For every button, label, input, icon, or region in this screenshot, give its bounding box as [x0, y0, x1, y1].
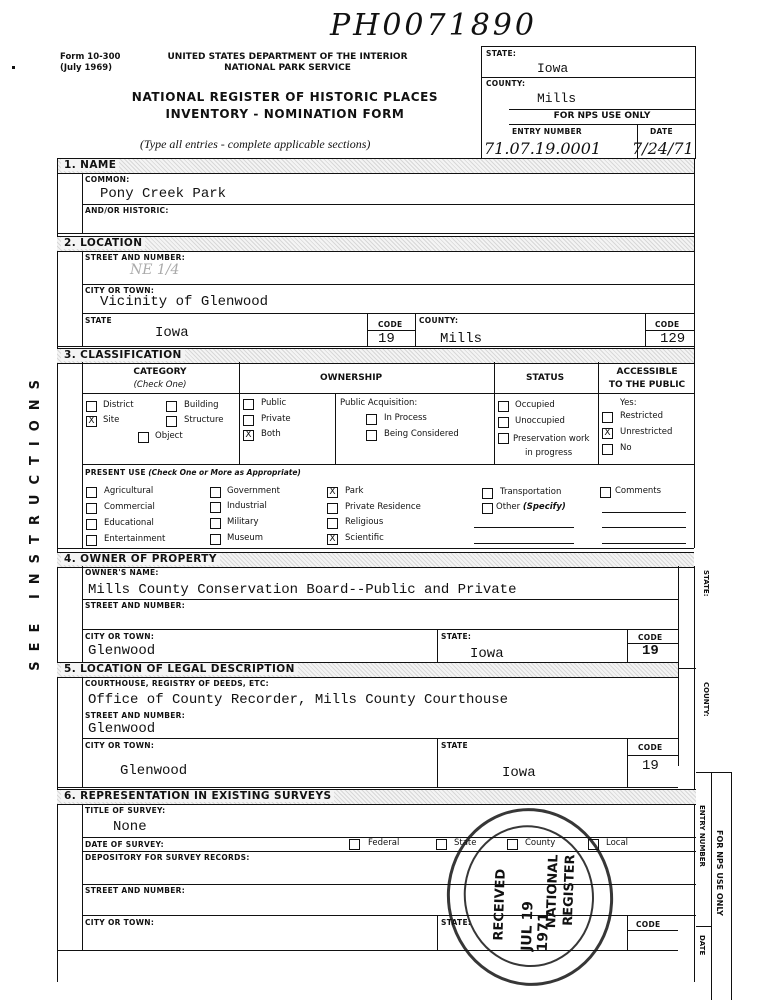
header-state-label: STATE:	[486, 49, 517, 58]
occupied-label: Occupied	[515, 400, 555, 410]
right-entry-number-label: ENTRY NUMBER	[698, 805, 706, 867]
section-4-title: 4. OWNER OF PROPERTY	[61, 553, 220, 565]
county-code-label: CODE	[655, 320, 680, 329]
federal-label: Federal	[368, 838, 400, 848]
museum-label: Museum	[227, 533, 264, 543]
other-label	[496, 502, 566, 512]
legal-city-value: Glenwood	[120, 763, 188, 779]
private-checkbox[interactable]	[243, 415, 254, 426]
legal-state-label: STATE	[441, 741, 468, 750]
legal-state-value: Iowa	[502, 765, 536, 781]
legal-street-label: STREET AND NUMBER:	[85, 711, 186, 720]
owner-city-label: CITY OR TOWN:	[85, 632, 155, 641]
status-label: STATUS	[526, 373, 565, 383]
public-acquisition-label: Public Acquisition:	[340, 398, 418, 408]
other-specify: (Specify)	[522, 502, 566, 512]
owner-state-value: Iowa	[470, 646, 504, 662]
side-instructions: SEE INSTRUCTIONS	[28, 370, 43, 671]
both-label: Both	[261, 429, 281, 439]
state-survey-checkbox[interactable]	[436, 839, 447, 850]
in-process-checkbox[interactable]	[366, 414, 377, 425]
commercial-checkbox[interactable]	[86, 503, 97, 514]
museum-checkbox[interactable]	[210, 534, 221, 545]
survey-title-label: TITLE OF SURVEY:	[85, 806, 166, 815]
street-label: STREET AND NUMBER:	[85, 253, 186, 262]
religious-label: Religious	[345, 517, 384, 527]
city-label: CITY OR TOWN:	[85, 286, 155, 295]
form-title-line2: INVENTORY - NOMINATION FORM	[165, 107, 405, 121]
survey-city-label: CITY OR TOWN:	[85, 918, 155, 927]
object-label: Object	[155, 431, 183, 441]
comments-checkbox[interactable]	[600, 487, 611, 498]
depository-label: DEPOSITORY FOR SURVEY RECORDS:	[85, 853, 250, 862]
educational-checkbox[interactable]	[86, 519, 97, 530]
unrestricted-checkbox[interactable]: X	[602, 428, 613, 439]
right-date-label: DATE	[698, 935, 706, 956]
local-survey-label: Local	[606, 838, 629, 848]
survey-title-value: None	[113, 819, 147, 835]
site-label: Site	[103, 415, 120, 425]
state-label: STATE	[85, 316, 112, 325]
public-checkbox[interactable]	[243, 399, 254, 410]
in-process-label: In Process	[384, 413, 427, 423]
preservation-checkbox[interactable]	[498, 433, 509, 444]
unoccupied-label: Unoccupied	[515, 416, 565, 426]
present-use-heading	[85, 468, 301, 477]
section-2-header	[57, 236, 694, 252]
park-label: Park	[345, 486, 364, 496]
header-county-value: Mills	[537, 91, 577, 106]
type-instructions: (Type all entries - complete applicable sections)	[140, 137, 371, 151]
survey-code-label: CODE	[636, 920, 661, 929]
being-considered-label: Being Considered	[384, 429, 459, 439]
form-number	[60, 52, 120, 74]
industrial-label: Industrial	[227, 501, 267, 511]
owner-street-label: STREET AND NUMBER:	[85, 601, 186, 610]
other-text: Other	[496, 502, 521, 512]
accessible-label	[600, 366, 694, 392]
agency	[145, 52, 430, 74]
owner-code-label: CODE	[638, 633, 663, 642]
accessible-line1: ACCESSIBLE	[616, 367, 678, 377]
owner-name-label: OWNER'S NAME:	[85, 568, 159, 577]
industrial-checkbox[interactable]	[210, 502, 221, 513]
section-5-header	[57, 662, 678, 678]
form-date-line: (July 1969)	[60, 63, 113, 73]
owner-code-value: 19	[642, 643, 659, 659]
agricultural-checkbox[interactable]	[86, 487, 97, 498]
occupied-checkbox[interactable]	[498, 401, 509, 412]
section-6-title: 6. REPRESENTATION IN EXISTING SURVEYS	[61, 790, 334, 802]
legal-street-value: Glenwood	[88, 721, 156, 737]
section-2-title: 2. LOCATION	[61, 237, 145, 249]
form-title	[115, 89, 455, 123]
entry-number-value: 71.07.19.0001	[484, 139, 602, 158]
common-label: COMMON:	[85, 175, 130, 184]
no-checkbox[interactable]	[602, 444, 613, 455]
private-label: Private	[261, 414, 291, 424]
comments-label: Comments	[615, 486, 662, 496]
county-survey-label: County	[525, 838, 556, 848]
faint-street-value: NE 1/4	[130, 262, 180, 278]
federal-checkbox[interactable]	[349, 839, 360, 850]
nps-use-only-label: FOR NPS USE ONLY	[553, 111, 651, 121]
military-checkbox[interactable]	[210, 518, 221, 529]
state-code-value: 19	[378, 331, 395, 347]
survey-date-label: DATE OF SURVEY:	[85, 840, 164, 849]
religious-checkbox[interactable]	[327, 518, 338, 529]
courthouse-value: Office of County Recorder, Mills County Courthouse	[88, 692, 509, 708]
scientific-label: Scientific	[345, 533, 384, 543]
entertainment-checkbox[interactable]	[86, 535, 97, 546]
stamp-national: NATIONAL	[543, 854, 562, 929]
historic-label: AND/OR HISTORIC:	[85, 206, 169, 215]
header-county-label: COUNTY:	[486, 79, 526, 88]
owner-city-value: Glenwood	[88, 643, 156, 659]
both-checkbox[interactable]: X	[243, 430, 254, 441]
scientific-checkbox[interactable]: X	[327, 534, 338, 545]
transportation-label: Transportation	[500, 487, 562, 497]
agency-line1: UNITED STATES DEPARTMENT OF THE INTERIOR	[167, 52, 408, 62]
state-survey-label: State	[454, 838, 477, 848]
ownership-label: OWNERSHIP	[320, 373, 383, 383]
preservation-line1: Preservation work	[513, 434, 590, 444]
private-residence-checkbox[interactable]	[327, 503, 338, 514]
survey-state-label: STATE:	[441, 918, 472, 927]
form-number-line: Form 10-300	[60, 52, 121, 62]
received-stamp	[435, 797, 624, 996]
stamp-received: RECEIVED	[491, 868, 509, 941]
owner-state-label: STATE:	[441, 632, 472, 641]
building-checkbox[interactable]	[166, 401, 177, 412]
restricted-checkbox[interactable]	[602, 412, 613, 423]
educational-label: Educational	[104, 518, 154, 528]
no-label: No	[620, 443, 632, 453]
right-state-label: STATE:	[702, 570, 710, 597]
date-label: DATE	[650, 127, 673, 136]
district-label: District	[103, 400, 134, 410]
section-3-title: 3. CLASSIFICATION	[61, 349, 185, 361]
form-title-line1: NATIONAL REGISTER OF HISTORIC PLACES	[131, 90, 439, 104]
commercial-label: Commercial	[104, 502, 155, 512]
other-checkbox[interactable]	[482, 503, 493, 514]
present-use-note: (Check One or More as Appropriate)	[148, 468, 301, 477]
legal-city-label: CITY OR TOWN:	[85, 741, 155, 750]
handwritten-reference-number: PH0071890	[330, 8, 537, 43]
county-label: COUNTY:	[419, 316, 459, 325]
section-1-title: 1. NAME	[61, 159, 119, 171]
object-checkbox[interactable]	[138, 432, 149, 443]
state-value: Iowa	[155, 325, 189, 341]
government-checkbox[interactable]	[210, 487, 221, 498]
category-sub: (Check One)	[133, 380, 187, 390]
county-value: Mills	[440, 331, 483, 347]
accessible-line2: TO THE PUBLIC	[608, 380, 686, 390]
owner-name-value: Mills County Conservation Board--Public and Private	[88, 582, 517, 598]
entertainment-label: Entertainment	[104, 534, 166, 544]
military-label: Military	[227, 517, 259, 527]
common-name-value: Pony Creek Park	[100, 186, 227, 202]
preservation-line2: in progress	[525, 448, 573, 458]
entry-date-value: 7/24/71	[632, 139, 694, 158]
section-5-title: 5. LOCATION OF LEGAL DESCRIPTION	[61, 663, 298, 675]
category-label: CATEGORY	[133, 367, 187, 377]
agency-line2: NATIONAL PARK SERVICE	[224, 63, 351, 73]
section-1-header	[57, 158, 694, 174]
structure-checkbox[interactable]	[166, 416, 177, 427]
preservation-label	[513, 432, 589, 460]
site-checkbox[interactable]: X	[86, 416, 97, 427]
city-value: Vicinity of Glenwood	[100, 294, 269, 310]
district-checkbox[interactable]	[86, 401, 97, 412]
present-use-label: PRESENT USE	[85, 468, 146, 477]
county-code-value: 129	[660, 331, 686, 347]
transportation-checkbox[interactable]	[482, 488, 493, 499]
private-residence-label: Private Residence	[345, 502, 421, 512]
yes-label: Yes:	[620, 398, 637, 408]
structure-label: Structure	[184, 415, 224, 425]
right-side-column-border	[694, 566, 695, 982]
survey-street-label: STREET AND NUMBER:	[85, 886, 186, 895]
courthouse-label: COURTHOUSE, REGISTRY OF DEEDS, ETC:	[85, 679, 269, 688]
state-code-label: CODE	[378, 320, 403, 329]
restricted-label: Restricted	[620, 411, 664, 421]
legal-code-label: CODE	[638, 743, 663, 752]
unoccupied-checkbox[interactable]	[498, 417, 509, 428]
building-label: Building	[184, 400, 219, 410]
government-label: Government	[227, 486, 281, 496]
right-nps-label: FOR NPS USE ONLY	[715, 830, 724, 916]
legal-code-value: 19	[642, 758, 659, 774]
header-state-county-box	[481, 46, 696, 159]
section-6-header	[57, 789, 696, 805]
margin-tick	[12, 66, 15, 69]
park-checkbox[interactable]: X	[327, 487, 338, 498]
stamp-register: REGISTER	[560, 854, 579, 927]
agricultural-label: Agricultural	[104, 486, 154, 496]
stamp-date: JUL 19 1971	[518, 900, 553, 952]
right-county-label: COUNTY:	[702, 682, 710, 717]
header-state-value: Iowa	[537, 61, 569, 76]
unrestricted-label: Unrestricted	[620, 427, 673, 437]
being-considered-checkbox[interactable]	[366, 430, 377, 441]
entry-number-label: ENTRY NUMBER	[512, 127, 582, 136]
section-4-header	[57, 552, 694, 568]
public-label: Public	[261, 398, 287, 408]
